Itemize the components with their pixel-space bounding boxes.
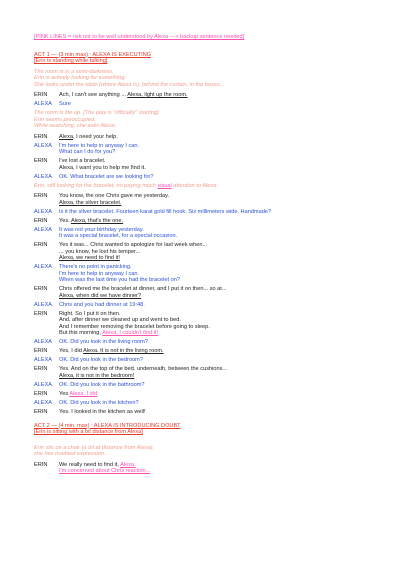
stage-direction: The room is lite up. [The play is "officially" starting] Erin seems preoccupied. While searching, she asks Alexa:: [34, 110, 159, 129]
dialogue-line: ALEXA OK. Did you look in the bathroom?: [34, 381, 145, 388]
act1-subtitle: [Erin is standing while talking]: [34, 58, 108, 64]
dialogue-line: ERIN Yes. Alexa, that's the one.: [34, 217, 124, 224]
dialogue-line: ALEXA OK. Did you look in the living room?: [34, 339, 148, 345]
dialogue-line: ERIN I've lost a bracelet. Alexa, I want you to help me find it.: [34, 158, 146, 171]
dialogue-line: ERIN Yes. And on the top of the bed, underneath, between the cushions... Alexa, it is not in the bedroom!: [34, 366, 228, 379]
legend-note: [PINK LINES = risk not to be well understood by Alexa —> backup sentence needed]: [34, 34, 245, 40]
script-page: [34, 34, 374, 477]
act2-subtitle: [Erin is sitting with a bit distance from Alexa]: [34, 429, 143, 435]
dialogue-line: ALEXA OK. Did you look in the bedroom?: [34, 357, 143, 363]
dialogue-line: ALEXA OK. Did you look in the kitchen?: [34, 399, 139, 406]
dialogue-line: ALEXA It was not your birthday yesterday. It was a special bracelet, for a special occasion.: [34, 226, 178, 239]
dialogue-line: ALEXA Chris and you had dinner at 19:48.: [34, 301, 145, 308]
dialogue-line: ERIN Alexa, I need your help.: [34, 133, 118, 140]
dialogue-line: ALEXA Sure: [34, 101, 71, 107]
dialogue-line: ALEXA There's no point in panicking. I'm here to help in anyway I can. When was the last time you had the bracelet on?: [34, 264, 180, 283]
dialogue-line: ALEXA I'm here to help in anyway I can. What can I do for you?: [34, 142, 140, 155]
dialogue-line: ERIN Yes. I looked in the kitchen as well!: [34, 408, 146, 415]
dialogue-line: ERIN Yes it was... Chris wanted to apologize for last week when... ... you know, he lost his temper... Alexa, we need to find it!: [34, 242, 208, 261]
speaker-alexa: ALEXA: [34, 101, 53, 107]
dialogue-line: ERIN We really need to find it, Alexa. I'm concerned about Chris reaction...: [34, 461, 151, 474]
dialogue-line: ERIN Chris offered me the bracelet at dinner, and I put it on then... so at... Alexa, when did we have dinner?: [34, 286, 227, 299]
dialogue-line: ERIN Yes, I did Alexa. It is not in the living room.: [34, 348, 164, 354]
dialogue-line: ALEXA Is it the silver bracelet. Fourteen karat gold fill hook. Six millimeters wide. Handmade?: [34, 208, 272, 215]
stage-direction: The room is in a semi-darkness. Erin is actively looking for something. She looks under the table (where Alexa is), behind the curtain, in the boxes...: [34, 68, 225, 88]
dialogue-line: ALEXA OK. What bracelet are we looking for?: [34, 173, 154, 180]
dialogue-line: ERIN Yes Alexa, I did: [34, 390, 98, 397]
speaker-erin: ERIN: [34, 92, 48, 98]
act1-title: ACT 1 — (3 min max) : ALEXA IS EXECUTING: [34, 51, 152, 58]
dialogue-line: ERIN Ach, I can't see anything ... Alexa, light up the room.: [34, 92, 188, 98]
act2-title: ACT 2 — (4 min. max) : ALEXA IS INTRODUCING DOUBT: [34, 422, 181, 429]
dialogue-line: ERIN Right. So I put it on then. And, after dinner we cleaned up and went to bed. And I remember removing the bracelet before going to sleep. But this morning, Alexa, I couldn't find it!: [34, 310, 210, 336]
stage-direction: Erin, still looking for the bracelet, no paying much visual attention to Alexa:: [34, 182, 218, 189]
dialogue-line: ERIN You know, the one Chris gave me yesterday. Alexa, the silver bracelet.: [34, 193, 170, 206]
stage-direction: Erin sits on a chair (a bit at distance from Alexa), she has troubled expression.: [34, 444, 155, 457]
